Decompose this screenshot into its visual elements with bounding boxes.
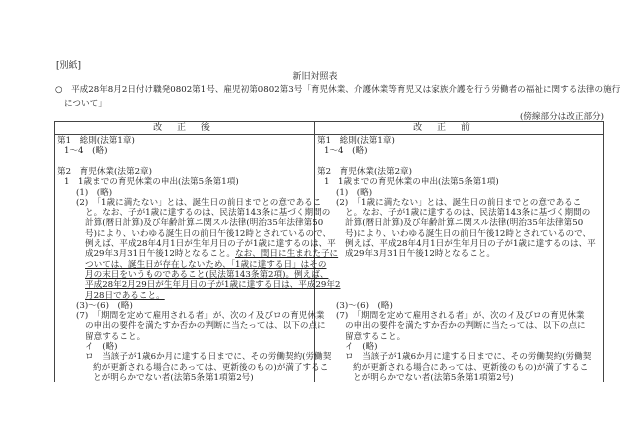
- text-line: [64, 177, 239, 187]
- line-text: 約が更新される場合にあっては、更新後のもの)が満了するこ: [93, 362, 329, 373]
- line-text: イ (略): [345, 342, 378, 352]
- line-text: 留意すること。: [85, 331, 146, 342]
- line-text: 計算(暦日計算)及び年齢計算ニ関スル法律(明治35年法律第50: [345, 218, 584, 229]
- table-header: [55, 122, 603, 135]
- line-text: 1～4 (略): [324, 146, 368, 157]
- text-line: [317, 136, 395, 146]
- line-text: 1～4 (略): [64, 146, 108, 157]
- line-text: 第1 総則(法第1章): [317, 136, 395, 146]
- line-text: と。なお、子が1歳に達するのは、民法第143条に基づく期間の: [345, 208, 591, 219]
- text-line: [336, 301, 393, 311]
- amended-text: 月28日であること。: [85, 290, 165, 301]
- text-line: [85, 270, 328, 280]
- amended-text: なお、閏日に生まれた子に: [235, 249, 339, 260]
- text-line: [76, 198, 321, 208]
- text-line: [345, 249, 495, 259]
- text-line: [345, 321, 586, 331]
- text-line: [336, 188, 372, 198]
- text-line: [336, 198, 581, 208]
- text-line: [317, 167, 412, 177]
- header-before: 改 正 前: [413, 123, 476, 133]
- text-line: [85, 291, 165, 301]
- text-line: [336, 311, 585, 321]
- text-line: [345, 239, 596, 249]
- text-line: [57, 136, 135, 146]
- line-text: 成29年3月31日午後12時となること。: [85, 249, 235, 260]
- line-text: ロ 当該子が1歳6か月に達する日までに、その労働契約(労働契: [85, 352, 332, 363]
- text-line: [345, 332, 405, 342]
- document-title: 新旧対照表: [292, 72, 338, 82]
- line-text: の申出の要件を満たすか否かの判断に当たっては、以下の点に: [345, 321, 586, 332]
- text-line: [64, 146, 107, 156]
- text-line: [85, 260, 326, 270]
- text-line: [345, 218, 583, 228]
- text-line: [76, 188, 112, 198]
- text-line: [85, 280, 340, 290]
- line-text: 例えば、平成28年4月1日が生年月日の子が1歳に達するのは、平: [345, 239, 596, 249]
- line-text: (2) 「1歳に満たない」とは、誕生日の前日までとの意であるこ: [76, 197, 322, 208]
- line-text: 号)により、いわゆる誕生日の前日午後12時とされているので、: [85, 228, 332, 239]
- line-text: の申出の要件を満たすか否かの判断に当たっては、以下の点に: [85, 321, 326, 332]
- line-text: 第1 総則(法第1章): [57, 136, 135, 146]
- text-line: [76, 311, 325, 321]
- text-line: [324, 146, 367, 156]
- line-text: と。なお、子が1歳に達するのは、民法第143条に基づく期間の: [85, 208, 331, 219]
- line-text: 第2 育児休業(法第2章): [317, 166, 412, 177]
- text-line: [85, 332, 145, 342]
- line-text: (1) (略): [76, 187, 113, 198]
- line-text: 例えば、平成28年4月1日が生年月日の子が1歳に達するのは、平: [85, 239, 336, 249]
- line-text: 留意すること。: [345, 331, 406, 342]
- text-line: [85, 208, 330, 218]
- text-line: [85, 321, 326, 331]
- text-line: [85, 352, 331, 362]
- legend-note: (傍線部分は改正部分): [519, 112, 604, 122]
- text-line: [353, 363, 588, 373]
- column-before: [317, 136, 596, 383]
- line-text: イ (略): [85, 342, 118, 352]
- text-line: [85, 342, 118, 352]
- column-after: [57, 136, 341, 383]
- text-line: [345, 352, 591, 362]
- line-text: 計算(暦日計算)及び年齢計算ニ関スル法律(明治35年法律第50: [85, 218, 324, 229]
- text-line: [345, 229, 591, 239]
- line-text: 約が更新される場合にあっては、更新後のもの)が満了するこ: [353, 362, 589, 373]
- text-line: [345, 208, 590, 218]
- text-line: [85, 218, 323, 228]
- amended-text: 平成28年2月29日が生年月日の子が1歳に達する日は、平成29年2: [85, 280, 341, 291]
- line-text: 1 1歳までの育児休業の申出(法第5条第1項): [324, 177, 499, 188]
- line-text: ロ 当該子が1歳6か月に達する日までに、その労働契約(労働契: [345, 352, 592, 363]
- text-line: [345, 342, 378, 352]
- text-line: [324, 177, 499, 187]
- text-line: [57, 167, 152, 177]
- line-text: (1) (略): [336, 187, 373, 198]
- line-text: とが明らかでない者(法第5条第1項第2号): [353, 372, 514, 383]
- line-text: (7) 「期間を定めて雇用される者」が、次のイ及びロの育児休業: [76, 311, 325, 322]
- line-text: (3)～(6) (略): [336, 300, 393, 311]
- text-line: [85, 249, 338, 259]
- text-line: [353, 373, 514, 383]
- notice-line-2: について」: [64, 99, 107, 109]
- line-text: 第2 育児休業(法第2章): [57, 166, 152, 177]
- amended-text: 月の末日をいうものであること(民法第143条第2項)。例えば、: [85, 269, 329, 280]
- text-line: [93, 373, 254, 383]
- text-line: [76, 301, 133, 311]
- attachment-label: [別紙]: [56, 61, 82, 71]
- line-text: とが明らかでない者(法第5条第1項第2号): [93, 372, 254, 383]
- text-line: [85, 229, 331, 239]
- amended-text: ついては、誕生日が存在しないため、「1歳に達する日」はその: [85, 259, 327, 270]
- text-line: [85, 239, 336, 249]
- header-after: 改 正 後: [153, 123, 216, 133]
- notice-line-1: ○ 平成28年8月2日付け職発0802第1号、雇児初第0802第3号「育児休業、介護休業等育児又は家族介護を行う労働者の福祉に関する法律の施行: [55, 85, 621, 95]
- line-text: 成29年3月31日午後12時となること。: [345, 249, 495, 260]
- line-text: 号)により、いわゆる誕生日の前日午後12時とされているので、: [345, 228, 592, 239]
- comparison-table: [54, 121, 604, 382]
- line-text: (3)～(6) (略): [76, 300, 133, 311]
- line-text: (7) 「期間を定めて雇用される者」が、次のイ及びロの育児休業: [336, 311, 585, 322]
- text-line: [93, 363, 328, 373]
- line-text: (2) 「1歳に満たない」とは、誕生日の前日までとの意であるこ: [336, 197, 582, 208]
- line-text: 1 1歳までの育児休業の申出(法第5条第1項): [64, 177, 239, 188]
